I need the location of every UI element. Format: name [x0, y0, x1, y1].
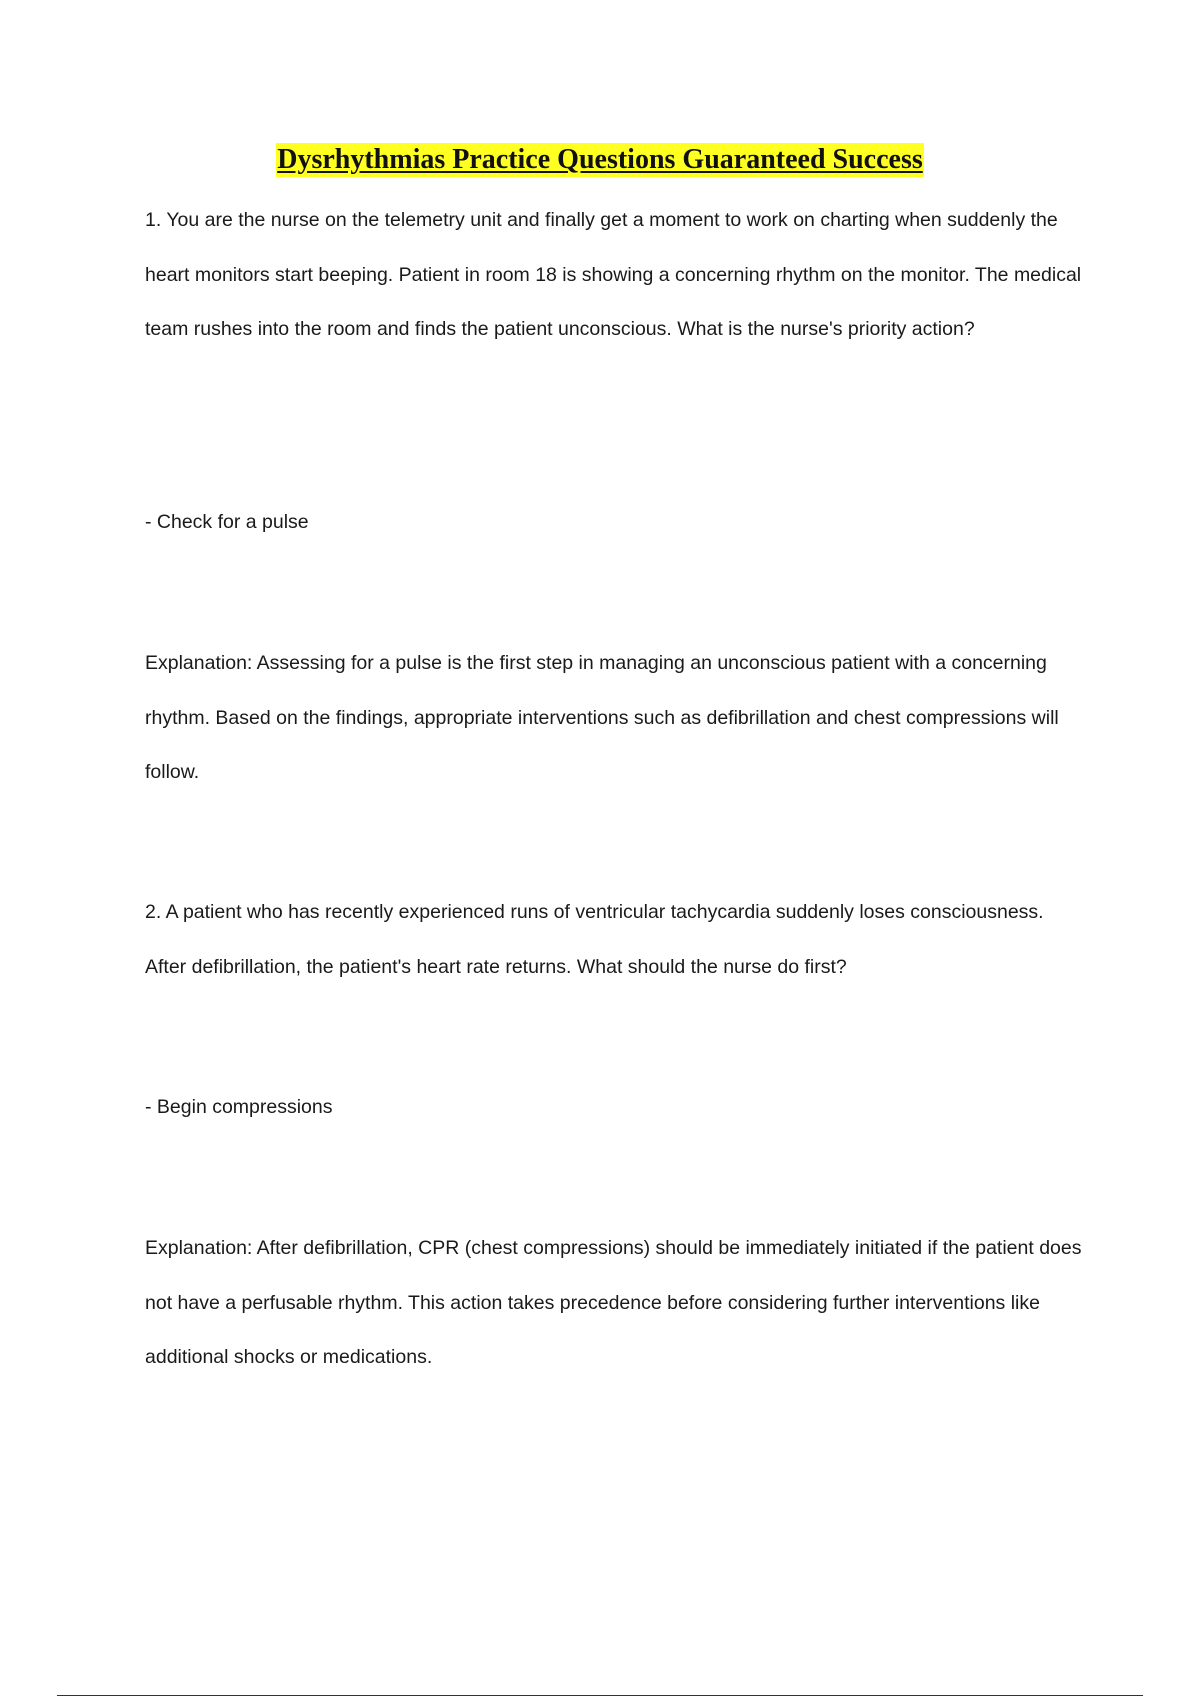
document-title: Dysrhythmias Practice Questions Guaranteed Success	[277, 144, 923, 175]
question-2-explanation: Explanation: After defibrillation, CPR (chest compressions) should be immediately initiated if the patient does not have a perfusable rhythm. This action takes precedence before considering further interventions like additional shocks or medications.	[145, 1237, 1082, 1368]
question-2-text: 2. A patient who has recently experienced runs of ventricular tachycardia suddenly loses consciousness. After defibrillation, the patient's heart rate returns. What should the nurse do first?	[145, 901, 1044, 978]
question-1-text: 1. You are the nurse on the telemetry unit and finally get a moment to work on charting when suddenly the heart monitors start beeping. Patient in room 18 is showing a concerning rhythm on the monitor. The medical team rushes into the room and finds the patient unconscious. What is the nurse's priority action?	[145, 209, 1082, 340]
footer-divider	[57, 1695, 1143, 1696]
question-1-answer: - Check for a pulse	[145, 511, 309, 533]
title-container	[0, 143, 1200, 177]
question-1-explanation: Explanation: Assessing for a pulse is the first step in managing an unconscious patient with a concerning rhythm. Based on the findings, appropriate interventions such as defibrillation and chest compressions will follow.	[145, 652, 1059, 783]
question-2-answer: - Begin compressions	[145, 1096, 333, 1118]
